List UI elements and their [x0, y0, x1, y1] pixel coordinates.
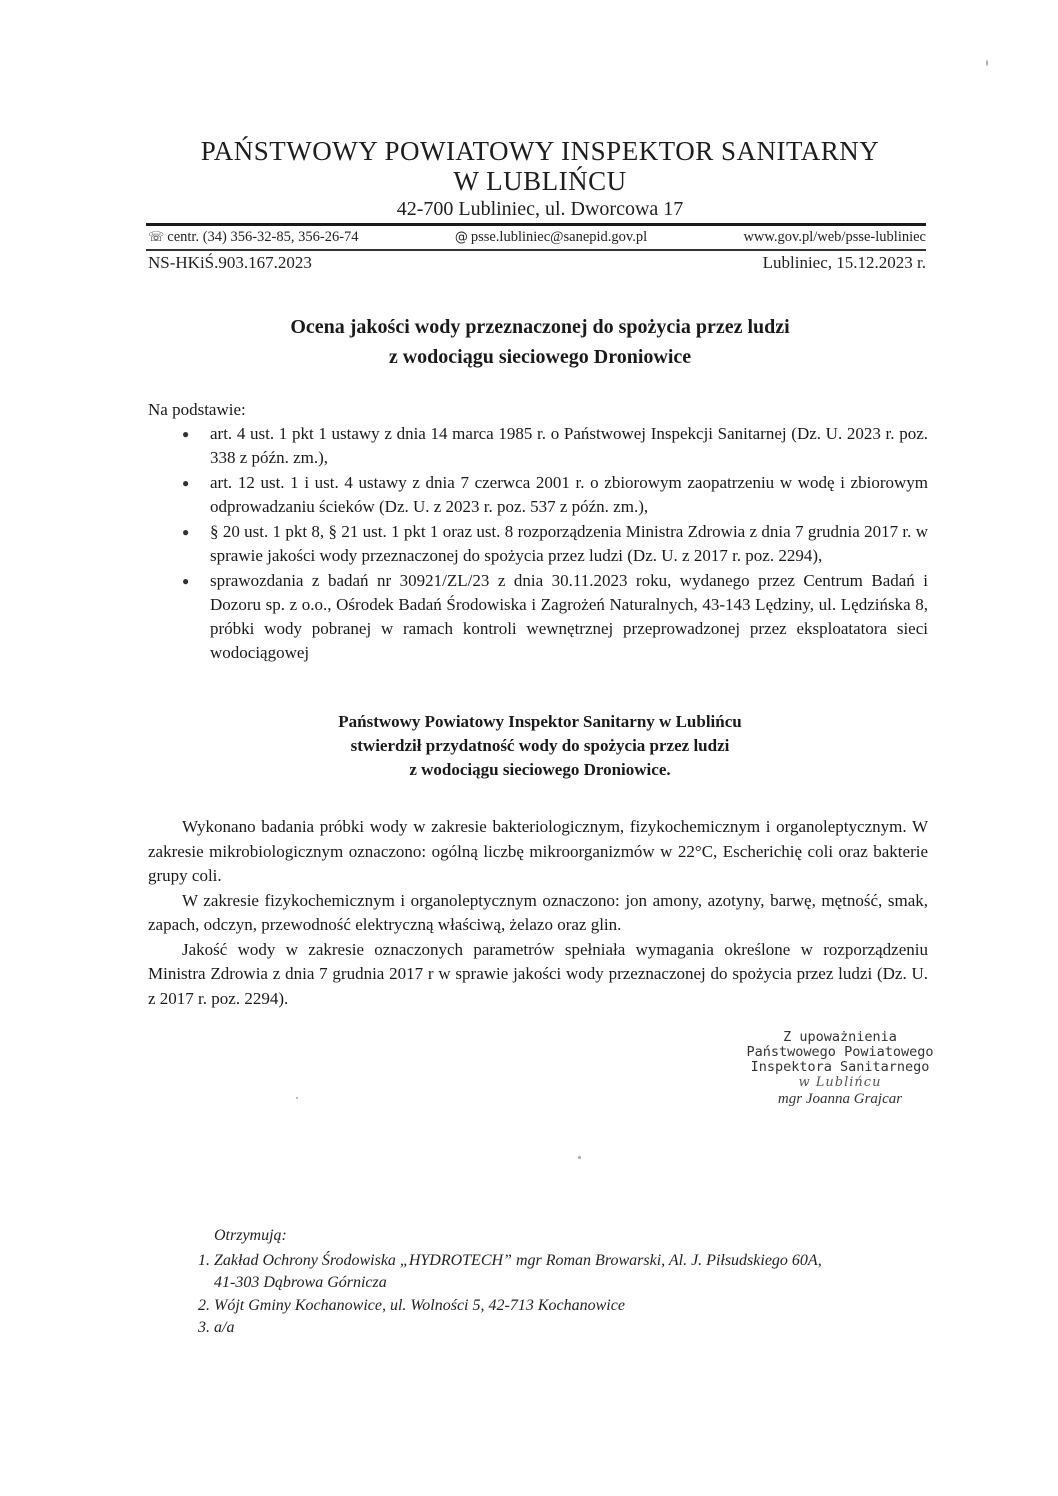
findings-paragraph: Jakość wody w zakresie oznaczonych parametrów spełniała wymagania określone w rozporządzeniu Ministra Zdrowia z dnia 7 grudnia 2017 r w sprawie jakości wody przeznaczonej do spożycia przez ludzi (Dz. U. z 2017 r. poz. 2294). [148, 939, 928, 1008]
legal-basis-list [180, 422, 928, 666]
recipients-label: Otrzymują: [214, 1227, 287, 1244]
legal-basis-item: ● art. 12 ust. 1 i ust. 4 ustawy z dnia 7 czerwca 2001 r. o zbiorowym zaopatrzeniu w wodę i zbiorowym odprowadzaniu ścieków (Dz. U. z 2023 r. poz. 537 z późn. zm.), [182, 473, 928, 516]
handwritten-signature: w Lublińcu [798, 1075, 882, 1090]
phone-number: centr. (34) 356-32-85, 356-26-74 [167, 229, 359, 245]
decision-line1: Państwowy Powiatowy Inspektor Sanitarny w Lublińcu [338, 712, 742, 731]
header-divider-thick [146, 223, 926, 226]
legal-basis-item: ● art. 4 ust. 1 pkt 1 ustawy z dnia 14 marca 1985 r. o Państwowej Inspekcji Sanitarnej (Dz. U. 2023 r. poz. 338 z późn. zm.), [182, 424, 928, 467]
recipients-section [200, 1225, 960, 1340]
document-title [140, 312, 940, 372]
decision-line3: z wodociągu sieciowego Droniowice. [409, 760, 671, 779]
findings-body [148, 815, 928, 1011]
findings-paragraph: Wykonano badania próbki wody w zakresie bakteriologicznym, fizykochemicznym i organoleptycznym. W zakresie mikrobiologicznym oznaczono: ogólną liczbę mikroorganizmów w 22°C, Escherichię coli oraz bakterie grupy coli. [148, 817, 928, 885]
legal-basis-label: Na podstawie: [148, 400, 246, 419]
place-date: Lubliniec, 15.12.2023 r. [762, 253, 926, 272]
recipient-item: 1. Zakład Ochrony Środowiska „HYDROTECH” mgr Roman Browarski, Al. J. Piłsudskiego 60A, 41-303 Dąbrowa Górnicza [198, 1251, 822, 1291]
decision-statement [140, 710, 940, 782]
email-contact [455, 229, 647, 246]
bullet-icon: ● [182, 525, 190, 539]
recipient-item: 2. Wójt Gminy Kochanowice, ul. Wolności 5, 42-713 Kochanowice [198, 1296, 625, 1314]
stamp-line3: Inspektora Sanitarnego [750, 1059, 930, 1075]
decision-line2: stwierdził przydatność wody do spożycia przez ludzi [350, 736, 730, 755]
institution-address: 42-700 Lubliniec, ul. Dworcowa 17 [396, 198, 684, 220]
website-link[interactable]: www.gov.pl/web/psse-lubliniec [743, 229, 926, 245]
email-address[interactable]: psse.lubliniec@sanepid.gov.pl [470, 229, 648, 245]
header-divider-thin [146, 249, 926, 251]
institution-location: W LUBLIŃCU [453, 166, 627, 196]
case-number: NS-HKiŚ.903.167.2023 [148, 253, 312, 272]
scan-speck [986, 60, 988, 66]
recipient-item: 3. a/a [198, 1319, 235, 1336]
stamp-line1: Z upoważnienia [783, 1029, 897, 1045]
institution-name: PAŃSTWOWY POWIATOWY INSPEKTOR SANITARNY [200, 136, 880, 166]
findings-paragraph: W zakresie fizykochemicznym i organoleptycznym oznaczono: jon amony, azotyny, barwę, mętność, smak, zapach, odczyn, przewodność elektryczną właściwą, żelazo oraz glin. [148, 890, 928, 934]
document-title-line2: z wodociągu sieciowego Droniowice [388, 346, 692, 368]
legal-basis-item: ● § 20 ust. 1 pkt 8, § 21 ust. 1 pkt 1 oraz ust. 8 rozporządzenia Ministra Zdrowia z dnia 7 grudnia 2017 r. w sprawie jakości wody przeznaczonej do spożycia przez ludzi (Dz. U. z 2017 r. poz. 2294), [182, 522, 928, 565]
phone-icon: ☏ [148, 230, 165, 245]
recipients-list [200, 1250, 960, 1340]
document-title-line1: Ocena jakości wody przeznaczonej do spożycia przez ludzi [290, 316, 790, 338]
signature-stamp [720, 1030, 960, 1107]
contact-bar [148, 229, 926, 246]
bullet-icon: ● [182, 427, 190, 441]
bullet-icon: ● [182, 476, 190, 490]
bullet-icon: ● [182, 574, 190, 588]
phone-contact [148, 229, 359, 246]
reference-row [148, 253, 926, 273]
email-icon: @ [454, 230, 468, 245]
scan-speck [296, 1097, 298, 1099]
signatory-name: mgr Joanna Grajcar [777, 1091, 903, 1107]
stamp-line2: Państwowego Powiatowego [746, 1044, 934, 1060]
scan-speck [578, 1156, 581, 1159]
legal-basis-item: ● sprawozdania z badań nr 30921/ZL/23 z dnia 30.11.2023 roku, wydanego przez Centrum Badań i Dozoru sp. z o.o., Ośrodek Badań Środowiska i Zagrożeń Naturalnych, 43-143 Lędziny, ul. Lędzińska 8, próbki wody pobranej w ramach kontroli wewnętrznej przeprowadzonej przez eksploatatora sieci wodociągowej [182, 571, 928, 662]
